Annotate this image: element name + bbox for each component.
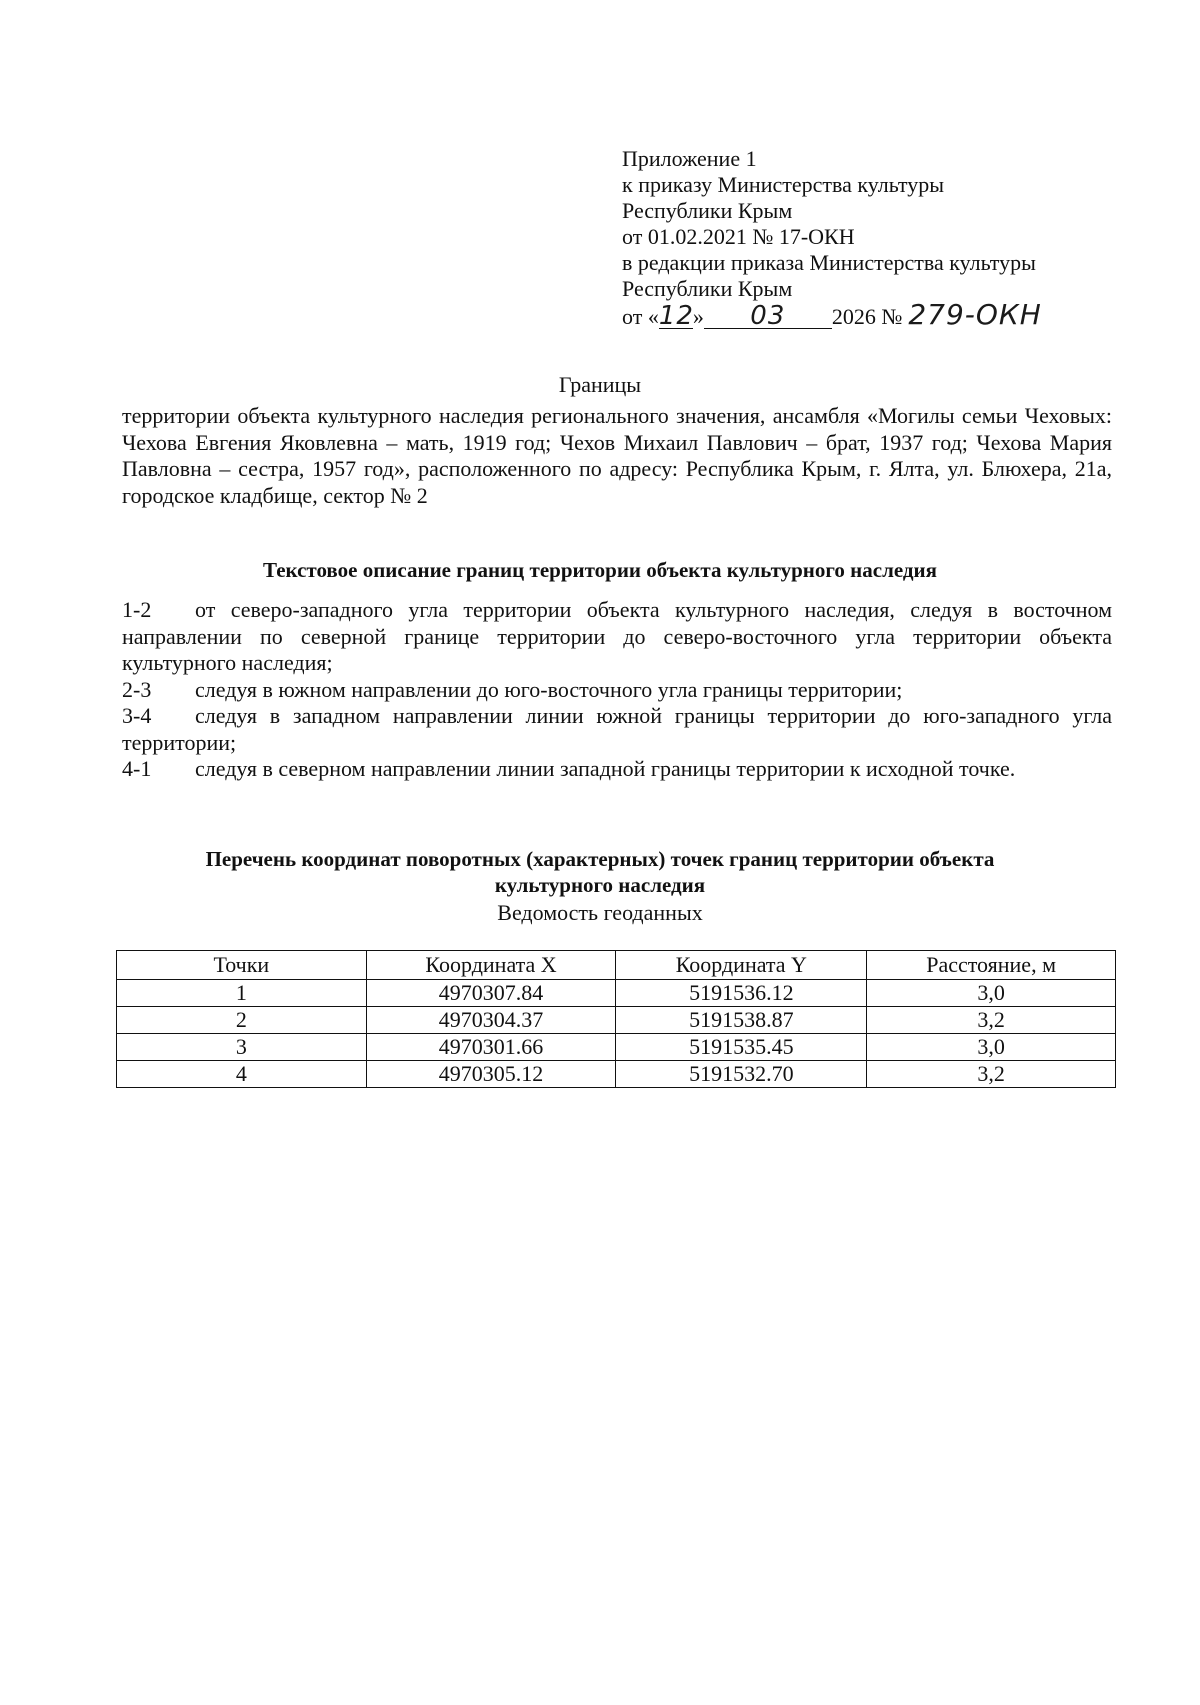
appendix-line: к приказу Министерства культуры	[622, 172, 945, 197]
boundary-segment	[122, 756, 1112, 783]
boundary-segment	[122, 677, 1112, 704]
column-header-y: Координата Y	[616, 951, 867, 980]
document-title: Границы	[558, 372, 642, 397]
table-row	[117, 1007, 1116, 1034]
segment-text: следуя в северном направлении линии западной границы территории к исходной точке.	[195, 756, 1016, 781]
date-day-handwritten: 12	[658, 301, 694, 331]
coordinates-heading	[0, 846, 1200, 898]
title-description: территории объекта культурного наследия регионального значения, ансамбля «Могилы семьи Чеховых: Чехова Евгения Яковлевна – мать, 1919 год; Чехов Михаил Павлович – брат, 1937 год; Чехова Мария Павловна – сестра, 1957 год», расположенного по адресу: Республика Крым, г. Ялта, ул. Блюхера, 21а, городское кладбище, сектор № 2	[122, 403, 1112, 508]
appendix-line: Республики Крым	[622, 276, 793, 301]
table-row	[117, 1061, 1116, 1088]
cell-y: 5191536.12	[616, 980, 867, 1007]
segment-code: 4-1	[122, 756, 152, 781]
appendix-line: в редакции приказа Министерства культуры	[622, 250, 1036, 275]
date-year-label: 2026 №	[831, 304, 903, 329]
table-row	[117, 1034, 1116, 1061]
appendix-header	[622, 146, 1142, 330]
geodata-subheading: Ведомость геоданных	[497, 900, 703, 925]
appendix-line: Приложение 1	[622, 146, 757, 171]
column-header-x: Координата X	[366, 951, 616, 980]
cell-point: 3	[117, 1034, 367, 1061]
coordinates-table	[116, 950, 1116, 1088]
date-month-field	[704, 301, 832, 331]
cell-y: 5191538.87	[616, 1007, 867, 1034]
cell-x: 4970305.12	[366, 1061, 616, 1088]
coordinates-heading-line1: Перечень координат поворотных (характерных) точек границ территории объекта	[205, 847, 995, 871]
appendix-line: Республики Крым	[622, 198, 793, 223]
boundary-segment	[122, 597, 1112, 677]
segment-text: следуя в западном направлении линии южной границы территории до юго-западного угла территории;	[122, 703, 1112, 755]
cell-distance: 3,2	[867, 1007, 1116, 1034]
column-header-distance: Расстояние, м	[867, 951, 1116, 980]
boundary-description-list	[122, 597, 1112, 783]
order-number-handwritten: 279-ОКН	[908, 298, 1042, 331]
cell-x: 4970301.66	[366, 1034, 616, 1061]
table-header-row	[117, 951, 1116, 980]
segment-text: следуя в южном направлении до юго-восточного угла границы территории;	[195, 676, 903, 702]
cell-y: 5191532.70	[616, 1061, 867, 1088]
segment-code: 1-2	[122, 597, 152, 622]
column-header-points: Точки	[117, 951, 367, 980]
date-prefix: от «	[622, 304, 659, 329]
segment-text: от северо-западного угла территории объекта культурного наследия, следуя в восточном направлении по северной границе территории до северо-восточного угла территории объекта культурного наследия;	[122, 597, 1112, 675]
cell-distance: 3,2	[867, 1061, 1116, 1088]
segment-code: 3-4	[122, 703, 152, 728]
coordinates-heading-line2: культурного наследия	[494, 873, 706, 897]
date-day-field	[658, 301, 694, 331]
cell-distance: 3,0	[867, 1034, 1116, 1061]
cell-y: 5191535.45	[616, 1034, 867, 1061]
cell-x: 4970304.37	[366, 1007, 616, 1034]
segment-code: 2-3	[122, 676, 152, 702]
appendix-line: от 01.02.2021 № 17-ОКН	[622, 224, 855, 249]
cell-point: 4	[117, 1061, 367, 1088]
cell-point: 1	[117, 980, 367, 1007]
date-close-quote: »	[692, 304, 704, 329]
boundary-segment	[122, 703, 1112, 756]
text-description-heading: Текстовое описание границ территории объекта культурного наследия	[262, 558, 938, 582]
order-date-line	[622, 298, 1142, 331]
date-month-handwritten: 03	[750, 301, 786, 331]
cell-distance: 3,0	[867, 980, 1116, 1007]
table-row	[117, 980, 1116, 1007]
cell-point: 2	[117, 1007, 367, 1034]
cell-x: 4970307.84	[366, 980, 616, 1007]
